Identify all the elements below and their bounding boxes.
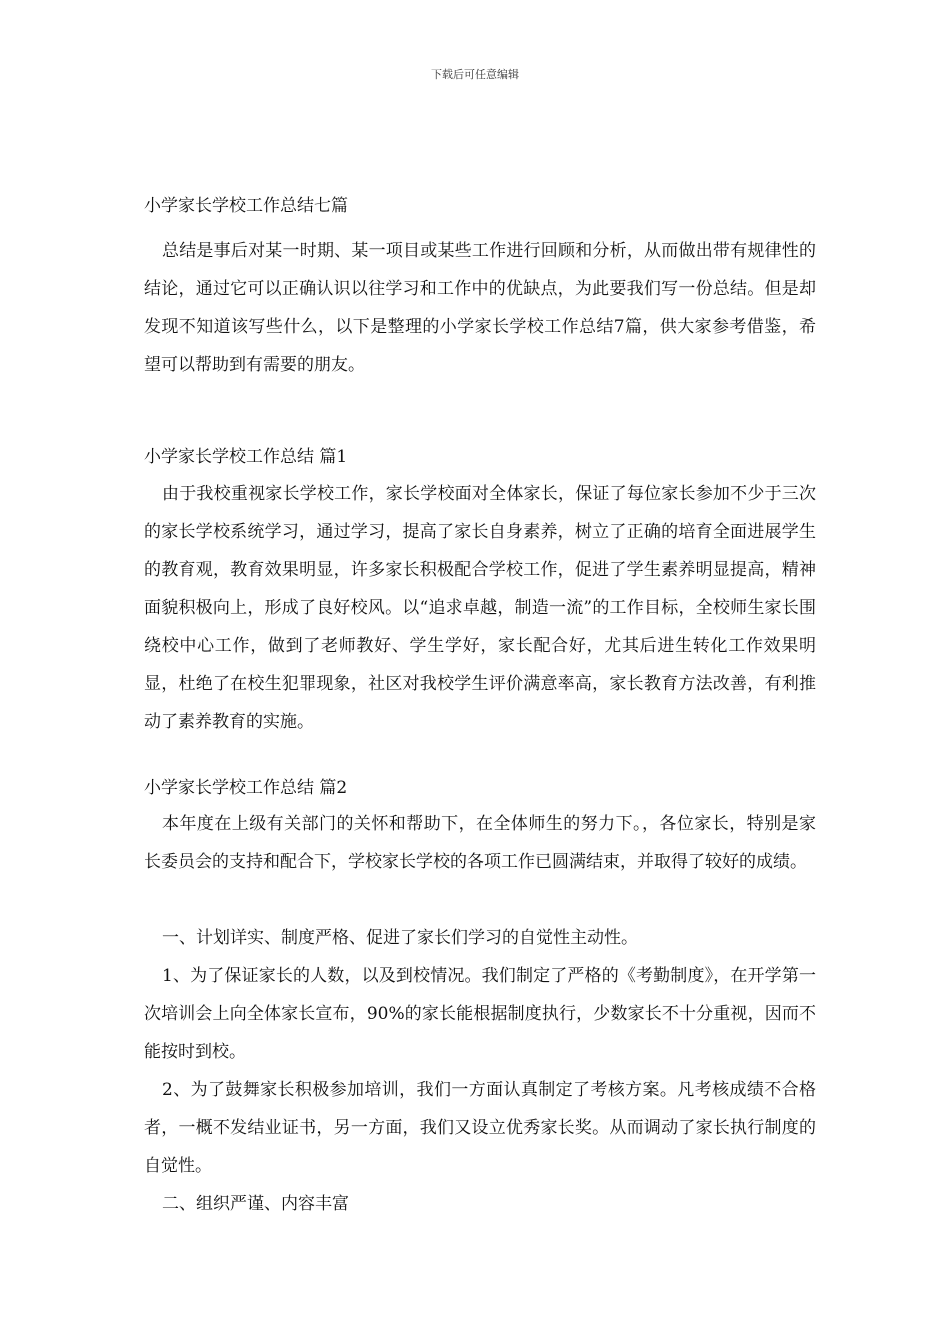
intro-paragraph [144,232,816,384]
section-2-item-1 [144,957,816,1071]
section-1-heading: 小学家长学校工作总结 篇1 [144,447,348,467]
header-note: 下载后可任意编辑 [431,68,519,81]
section-2-heading: 小学家长学校工作总结 篇2 [144,778,348,798]
section-2-paragraph-1 [144,805,816,881]
section-1-paragraph [144,475,816,741]
section-1-text: 由于我校重视家长学校工作，家长学校面对全体家长，保证了每位家长参加不少于三次的家长学校系统学习，通过学习，提高了家长自身素养，树立了正确的培育全面进展学生的教育观，教育效果明显，许多家长积极配合学校工作，促进了学生素养明显提高，精神面貌积极向上，形成了良好校风。以“追求卓越，制造一流”的工作目标，全校师生家长围绕校中心工作，做到了老师教好、学生学好，家长配合好，尤其后进生转化工作效果明显，杜绝了在校生犯罪现象，社区对我校学生评价满意率高，家长教育方法改善，有利推动了素养教育的实施。 [144,484,816,732]
section-2-point-2-text: 二、组织严谨、内容丰富 [162,1194,349,1214]
section-2-item-2-text: 2、为了鼓舞家长积极参加培训，我们一方面认真制定了考核方案。凡考核成绩不合格者，一概不发结业证书，另一方面，我们又设立优秀家长奖。从而调动了家长执行制度的自觉性。 [144,1080,816,1176]
section-2-point-1 [144,919,816,957]
section-2-item-2 [144,1071,816,1185]
intro-text: 总结是事后对某一时期、某一项目或某些工作进行回顾和分析，从而做出带有规律性的结论，通过它可以正确认识以往学习和工作中的优缺点，为此要我们写一份总结。但是却发现不知道该写些什么，以下是整理的小学家长学校工作总结7篇，供大家参考借鉴，希望可以帮助到有需要的朋友。 [144,241,816,375]
section-2-point-1-text: 一、计划详实、制度严格、促进了家长们学习的自觉性主动性。 [162,928,638,948]
section-2-point-2 [144,1185,816,1223]
section-2-text-1: 本年度在上级有关部门的关怀和帮助下，在全体师生的努力下。，各位家长，特别是家长委员会的支持和配合下，学校家长学校的各项工作已圆满结束，并取得了较好的成绩。 [144,814,816,872]
section-2-item-1-text: 1、为了保证家长的人数，以及到校情况。我们制定了严格的《考勤制度》，在开学第一次培训会上向全体家长宣布，90%的家长能根据制度执行，少数家长不十分重视，因而不能按时到校。 [144,966,816,1062]
document-title: 小学家长学校工作总结七篇 [144,196,348,216]
